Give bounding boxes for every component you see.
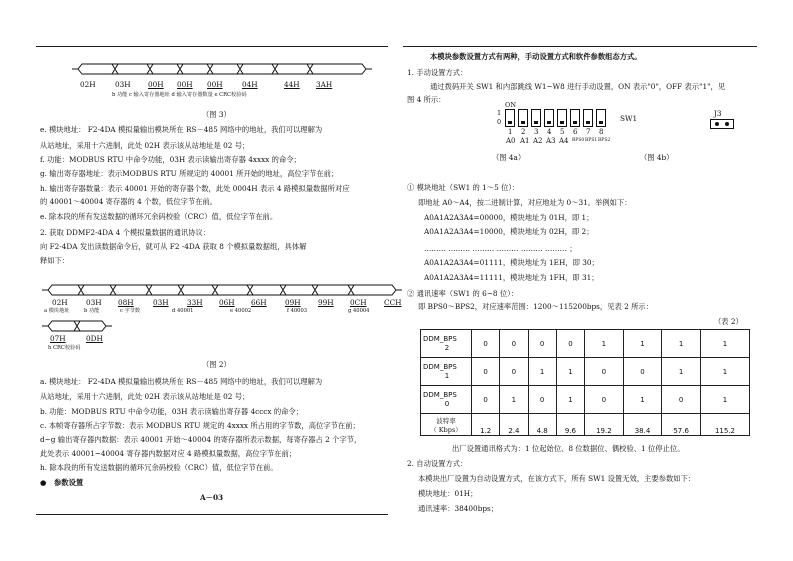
dip-knob-icon <box>547 121 551 124</box>
table-caption: （表 2） <box>714 317 743 326</box>
dip-row0-label: 0 <box>497 118 502 126</box>
frame-label: d 40001 <box>172 308 194 314</box>
manual-title: 1. 手动设置方式： <box>407 68 468 77</box>
table-row <box>421 358 750 386</box>
figure-4a-caption: （图 4a） <box>492 153 526 162</box>
address-line: ……… ……… ……… ……… ……… ……… ； <box>424 244 577 253</box>
frame-byte-row2-1: 0DH <box>86 334 103 343</box>
table-row <box>421 386 750 414</box>
dip-number: 7 <box>586 128 591 136</box>
dip-number: 6 <box>573 128 578 136</box>
table-cell: 2.4 <box>500 414 528 436</box>
manual-text-2: 图 4 所示： <box>407 95 446 104</box>
dip-knob-icon <box>521 121 525 124</box>
jumper-pin-icon <box>715 122 719 126</box>
frame-byte-row2-0: 07H <box>50 334 66 343</box>
paragraph-line: 的 40001～40004 寄存器的 4 个数，低位字节在前。 <box>40 197 218 206</box>
frame-byte: 02H <box>80 80 96 89</box>
dip-knob-icon <box>599 121 603 124</box>
row-header-line: DDM_BPS <box>423 334 457 343</box>
paragraph-line: d~g 输出寄存器内数据：表示 40001 开始～40004 的寄存器所表示数据，每寄存器占 2 个字节， <box>40 435 362 444</box>
dip-switch-5[interactable] <box>557 109 567 127</box>
paragraph-line: 向 F2-4DA 发出读数据命令后，就可从 F2 -4DA 获取 8 个模拟量数据组，具体解 <box>40 242 307 251</box>
dip-on-label: ON <box>505 101 517 109</box>
section-params <box>40 478 83 488</box>
dip-number: 2 <box>521 128 526 136</box>
table-cell: 0 <box>472 386 500 414</box>
auto-text: 本模块出厂设置为自动设置方式，在该方式下，所有 SW1 设置无效，主要参数如下： <box>418 474 696 483</box>
table-cell: 0 <box>585 386 624 414</box>
table-cell: 1 <box>623 386 662 414</box>
paragraph-line: 从站地址，采用十六进制，此处 02H 表示该从站地址是 02 号； <box>40 392 250 401</box>
paragraph-line: f. 功能：MODBUS RTU 中命令功能，03H 表示读输出寄存器 4xxxx 的命令； <box>40 155 301 164</box>
manual-text-1: 通过拨码开关 SW1 和内部跳线 W1~W8 进行手动设置，ON 表示"0"，OFF 表示"1"，见 <box>430 82 726 91</box>
table-cell: 1 <box>556 386 584 414</box>
paragraph-line: h. 输出寄存器数量：表示 40001 开始的寄存器个数，此处 0004H 表示 4 路模拟量数据所对应 <box>40 184 350 193</box>
dip-switch-8[interactable] <box>596 109 606 127</box>
baud-text: 即 BPS0～BPS2，对应速率范围：1200～115200bps，见表 2 所示： <box>418 302 653 311</box>
dip-number: 1 <box>508 128 513 136</box>
frame-diagram-1 <box>72 62 372 78</box>
dip-number: 8 <box>599 128 604 136</box>
dip-knob-icon <box>508 121 512 124</box>
row-header-line: （ Kbps） <box>430 425 462 434</box>
table-cell: 0 <box>500 358 528 386</box>
dip-knob-icon <box>560 121 564 124</box>
dip-pin-label: A0 <box>506 137 516 145</box>
table-cell: 0 <box>472 330 500 358</box>
table-cell: 115.2 <box>700 414 749 436</box>
frame-byte: 3AH <box>316 80 333 89</box>
dip-pin-label: A3 <box>546 137 556 145</box>
frame-byte: 0CH <box>350 298 367 307</box>
row-header-line: 波特率 <box>436 416 456 425</box>
table-cell: 9.6 <box>556 414 584 436</box>
dip-switch-name: SW1 <box>620 114 638 123</box>
frame-diagram-2 <box>42 283 402 299</box>
table-cell: 0 <box>528 386 556 414</box>
table-row-speed <box>421 414 750 436</box>
frame-row2-label: h CRC校验码 <box>48 345 81 351</box>
table-cell: 57.6 <box>662 414 701 436</box>
frame-byte: 00H <box>177 80 193 89</box>
table-row-header <box>421 330 472 358</box>
frame-byte: CCH <box>384 298 402 307</box>
dip-number: 4 <box>547 128 552 136</box>
address-line: A0A1A2A3A4=11111，模块地址为 1FH，即 31； <box>424 273 599 282</box>
paragraph-line: e. 除本段的所有发送数据的循环冗余码校验（CRC）值，低位字节在前。 <box>40 212 278 221</box>
section-params-label: 参数设置 <box>54 478 84 487</box>
jumper-pin-icon <box>725 122 729 126</box>
table-cell: 0 <box>528 330 556 358</box>
table-cell: 1.2 <box>472 414 500 436</box>
row-header-line: 1 <box>444 371 450 380</box>
frame-byte: 03H <box>153 298 169 307</box>
figure-3-caption: （图 3） <box>202 110 231 119</box>
frame-byte: 00H <box>148 80 164 89</box>
frame-byte: 02H <box>52 298 68 307</box>
table-cell: 0 <box>623 358 662 386</box>
table-cell: 0 <box>472 358 500 386</box>
baud-title: ② 通讯速率（SW1 的 6~8 位）： <box>407 289 519 298</box>
dip-number: 5 <box>560 128 565 136</box>
dip-switch-3[interactable] <box>531 109 541 127</box>
dip-row1-label: 1 <box>497 109 502 117</box>
dip-pin-label: BPS0 <box>572 138 585 143</box>
address-line: A0A1A2A3A4=00000，模块地址为 01H，即 1； <box>424 213 594 222</box>
left-top-rule <box>36 46 388 47</box>
table-cell: 1 <box>700 330 749 358</box>
frame-byte: 33H <box>187 298 203 307</box>
table-cell: 1 <box>700 358 749 386</box>
right-top-rule <box>403 46 757 47</box>
frame-diagram-2b <box>42 319 112 335</box>
baud-rate-table <box>420 329 750 436</box>
auto-speed: 通讯速率：38400bps； <box>418 504 499 513</box>
frame-byte: 44H <box>284 80 300 89</box>
factory-note: 出厂设置通讯格式为：1 位起始位、8 位数据位、偶校验、1 位停止位。 <box>452 444 685 453</box>
table-cell: 38.4 <box>623 414 662 436</box>
frame-label: g 40004 <box>348 308 370 314</box>
frame-byte: 03H <box>115 80 131 89</box>
auto-title: 2. 自动设置方式： <box>407 459 468 468</box>
frame-label: b 功能 <box>84 308 100 314</box>
table-cell: 0 <box>500 330 528 358</box>
table-cell: 19.2 <box>585 414 624 436</box>
intro: 本模块参数设置方式有两种，手动设置方式和软件参数组态方式。 <box>430 52 642 61</box>
frame-label: e 40002 <box>230 308 252 314</box>
table-row-header <box>421 386 472 414</box>
table-cell: 1 <box>585 330 624 358</box>
dip-pin-label: BPS2 <box>598 138 611 143</box>
table-cell: 0 <box>585 358 624 386</box>
paragraph-line: 此处表示 40001~40004 寄存器内数据对应 4 路模拟量数据，高位字节在前； <box>40 449 297 458</box>
table-row-header <box>421 414 472 436</box>
paragraph-line: c. 本帧寄存器所占字节数：表示 MODBUS RTU 规定的 4xxxx 所占用的字节数，高位字节在前； <box>40 421 360 430</box>
paragraph-line: 释如下： <box>40 256 70 265</box>
frame-byte: 66H <box>251 298 267 307</box>
jumper-j3[interactable] <box>710 119 734 129</box>
frame-byte: 06H <box>219 298 235 307</box>
dip-switch-7[interactable] <box>583 109 593 127</box>
table-cell: 1 <box>623 330 662 358</box>
paragraph-line: 2. 获取 DDMF2-4DA 4 个模拟量数据的通讯协议： <box>40 228 211 237</box>
table-row-header <box>421 358 472 386</box>
dip-number: 3 <box>534 128 539 136</box>
left-bottom-rule <box>36 514 388 515</box>
frame-byte: 00H <box>207 80 223 89</box>
dip-switch-sw1[interactable] <box>505 109 615 127</box>
frame-byte: 09H <box>285 298 301 307</box>
dip-knob-icon <box>534 121 538 124</box>
frame-byte: 03H <box>86 298 102 307</box>
dip-knob-icon <box>586 121 590 124</box>
dip-switch-2[interactable] <box>518 109 528 127</box>
frame-labels-1: b 功能 c 输入寄存器地址 d 输入寄存器数量 e CRC校验码 <box>112 92 247 98</box>
table-cell: 1 <box>662 358 701 386</box>
dip-pin-label: A4 <box>559 137 569 145</box>
paragraph-line: g. 输出寄存器地址：表示MODBUS RTU 所规定的 40001 所开始的地址，高位字节在前； <box>40 169 339 178</box>
auto-address: 模块地址：01H； <box>418 489 478 498</box>
dip-pin-label: A2 <box>533 137 543 145</box>
dip-knob-icon <box>573 121 577 124</box>
frame-byte: 99H <box>318 298 334 307</box>
frame-label: a 模块地址 <box>44 308 70 314</box>
table-cell: 4.8 <box>528 414 556 436</box>
address-line: ① 模块地址（SW1 的 1～5 位）： <box>407 183 520 192</box>
table-cell: 0 <box>556 330 584 358</box>
figure-2-caption: （图 2） <box>202 360 231 369</box>
bullet-icon: ● <box>40 478 47 487</box>
table-row <box>421 330 750 358</box>
frame-byte: 04H <box>242 80 258 89</box>
table-cell: 1 <box>500 386 528 414</box>
dip-pin-label: A1 <box>520 137 530 145</box>
row-header-line: 2 <box>444 343 450 352</box>
table-cell: 1 <box>528 358 556 386</box>
dip-switch-6[interactable] <box>570 109 580 127</box>
row-header-line: DDM_BPS <box>423 362 457 371</box>
row-header-line: DDM_BPS <box>423 390 457 399</box>
address-line: 即地址 A0～A4，按二进制计算，对应地址为 0～31。举例如下： <box>418 198 632 207</box>
dip-pin-label: BPS1 <box>585 138 598 143</box>
frame-label: c 字节数 <box>120 308 141 314</box>
frame-byte: 08H <box>118 298 134 307</box>
address-line: A0A1A2A3A4=10000，模块地址为 02H，即 2； <box>424 227 594 236</box>
dip-switch-4[interactable] <box>544 109 554 127</box>
paragraph-line: b. 功能：MODBUS RTU 中命令功能，03H 表示读输出寄存器 4cccx 的命令； <box>40 407 304 416</box>
row-header-line: 0 <box>444 399 450 408</box>
table-cell: 1 <box>662 330 701 358</box>
paragraph-line: h. 除本段的所有发送数据的循环冗余码校验（CRC）值，低位字节在前。 <box>40 463 278 472</box>
dip-switch-1[interactable] <box>505 109 515 127</box>
paragraph-line: a. 模块地址： F2-4DA 模拟量输出模块所在 RS－485 网络中的地址，我们可以理解为 <box>40 377 323 386</box>
frame-label: f 40003 <box>287 308 308 314</box>
address-line: A0A1A2A3A4=01111，模块地址为 1EH，即 30； <box>424 258 599 267</box>
paragraph-line: 从站地址，采用十六进制，此处 02H 表示该从站地址是 02 号； <box>40 141 250 150</box>
paragraph-line: e. 模块地址： F2-4DA 模拟量输出模块所在 RS－485 网络中的地址，我们可以理解为 <box>40 125 323 134</box>
jumper-label: J3 <box>714 109 722 118</box>
figure-4b-caption: （图 4b） <box>640 153 674 162</box>
page-footer: A－03 <box>200 493 224 502</box>
table-cell: 0 <box>662 386 701 414</box>
table-cell: 1 <box>700 386 749 414</box>
table-cell: 1 <box>556 358 584 386</box>
